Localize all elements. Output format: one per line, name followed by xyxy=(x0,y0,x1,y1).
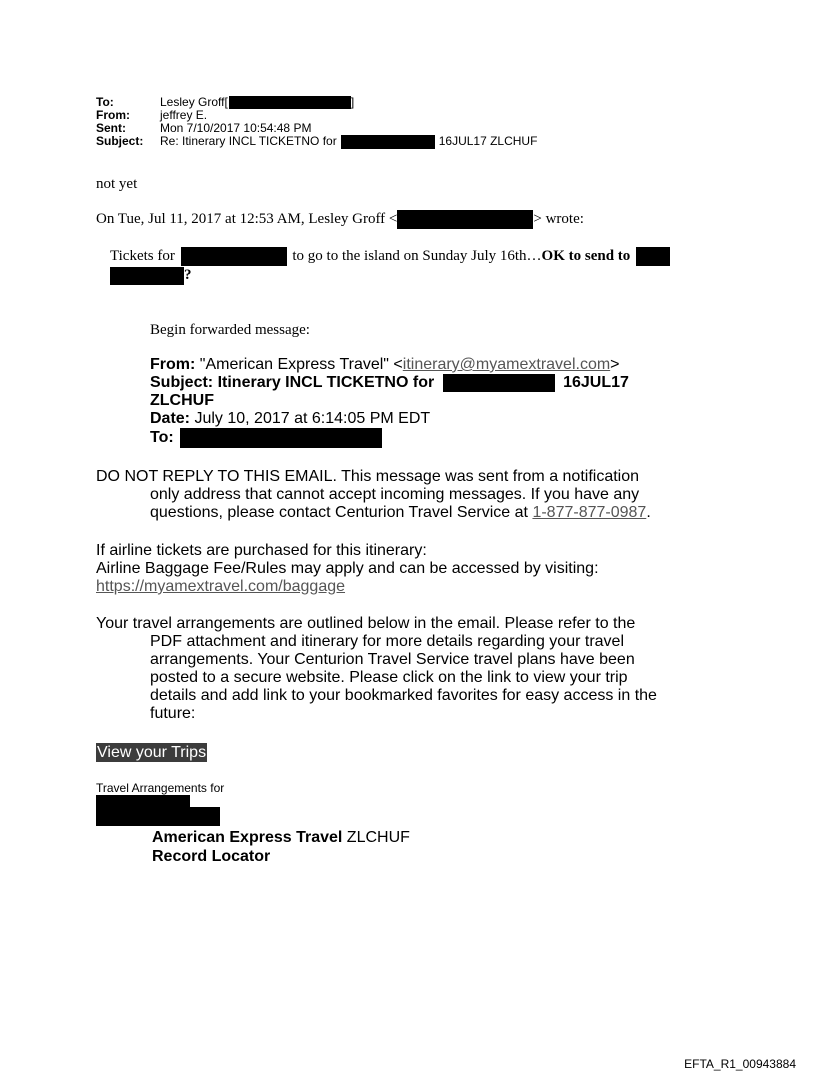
notice-line-2: only address that cannot accept incoming messages. If you have any xyxy=(150,486,640,503)
email-header xyxy=(96,96,537,148)
redaction-ticket-name xyxy=(181,247,287,266)
arrangements-line-3: arrangements. Your Centurion Travel Service travel plans have been xyxy=(150,651,635,668)
subject-suffix: 16JUL17 ZLCHUF xyxy=(438,134,538,148)
baggage-info xyxy=(96,542,676,596)
from-value: jeffrey E. xyxy=(160,108,208,122)
fwd-from-label: From: xyxy=(150,356,196,373)
fwd-date-value: July 10, 2017 at 6:14:05 PM EDT xyxy=(194,410,431,428)
arrangements-line-5: details and add link to your bookmarked favorites for easy access in the xyxy=(150,687,657,704)
arrangements-line-4: posted to a secure website. Please click on the link to view your trip xyxy=(150,669,628,686)
redaction-traveler-name-1 xyxy=(96,795,190,807)
record-locator-label: Record Locator xyxy=(152,848,271,865)
redaction-ok-name-cont xyxy=(110,267,184,285)
fwd-from-close: > xyxy=(610,356,620,373)
fwd-from-name: "American Express Travel" < xyxy=(199,356,403,373)
redaction-to-email xyxy=(229,96,351,109)
notice-line-3-suffix: . xyxy=(646,504,651,521)
redaction-traveler-name-2 xyxy=(96,807,220,826)
sent-value: Mon 7/10/2017 10:54:48 PM xyxy=(160,121,312,135)
notice-line-3-prefix: questions, please contact Centurion Travel Service at xyxy=(150,504,533,521)
reply-text: not yet xyxy=(96,176,138,192)
subject-label: Subject: xyxy=(96,134,144,148)
baggage-url-link[interactable]: https://myamextravel.com/baggage xyxy=(96,578,346,595)
arrangements-line-2: PDF attachment and itinerary for more details regarding your travel xyxy=(150,633,624,650)
attribution-suffix: > wrote: xyxy=(533,211,584,227)
sent-label: Sent: xyxy=(96,121,126,135)
fwd-subject-row xyxy=(150,374,629,392)
travel-arrangements-for-label: Travel Arrangements for xyxy=(96,781,225,795)
fwd-to-label: To: xyxy=(150,429,174,447)
from-label: From: xyxy=(96,108,130,122)
baggage-line-1: If airline tickets are purchased for this itinerary: xyxy=(96,542,427,559)
redaction-fwd-subject xyxy=(443,374,555,392)
arrangements-line-1: Your travel arrangements are outlined below in the email. Please refer to the xyxy=(96,615,636,632)
view-trips-link[interactable]: View your Trips xyxy=(97,744,207,761)
fwd-subject-suffix: 16JUL17 xyxy=(563,374,629,392)
subject-prefix: Re: Itinerary INCL TICKETNO for xyxy=(160,134,337,148)
fwd-subject-line2: ZLCHUF xyxy=(150,392,214,410)
arrangements-line-6: future: xyxy=(150,705,196,722)
fwd-from-email-link[interactable]: itinerary@myamextravel.com xyxy=(402,356,611,373)
attribution-prefix: On Tue, Jul 11, 2017 at 12:53 AM, Lesley Groff < xyxy=(96,211,398,227)
document-id: EFTA_R1_00943884 xyxy=(684,1057,796,1071)
to-close: ] xyxy=(350,95,355,109)
to-value: Lesley Groff[ xyxy=(160,95,228,109)
baggage-line-2: Airline Baggage Fee/Rules may apply and can be accessed by visiting: xyxy=(96,560,599,577)
forward-intro: Begin forwarded message: xyxy=(150,322,310,338)
header-subject-row xyxy=(96,135,537,148)
redaction-fwd-to xyxy=(180,428,382,448)
tickets-prefix: Tickets for xyxy=(110,248,175,264)
record-code: ZLCHUF xyxy=(346,829,410,846)
to-label: To: xyxy=(96,95,114,109)
notice-line-3 xyxy=(96,504,676,522)
redaction-ok-name xyxy=(636,247,670,266)
phone-link[interactable]: 1-877-877-0987 xyxy=(532,504,647,521)
redaction-attribution-email xyxy=(397,210,533,229)
record-company-row xyxy=(152,829,410,847)
tickets-middle: to go to the island on Sunday July 16th… xyxy=(292,248,542,264)
fwd-date-label: Date: xyxy=(150,410,191,428)
quoted-line-2 xyxy=(110,266,192,285)
notice-line-1: DO NOT REPLY TO THIS EMAIL. This message was sent from a notification xyxy=(96,468,640,485)
redaction-subject-name xyxy=(341,135,435,149)
fwd-from-row xyxy=(150,356,629,374)
fwd-subject-label: Subject: xyxy=(150,374,214,392)
forwarded-header xyxy=(150,356,629,448)
question-mark: ? xyxy=(184,267,192,283)
arrangements-info xyxy=(96,615,696,723)
no-reply-notice xyxy=(96,468,676,522)
ok-to-send-text: OK to send to xyxy=(541,248,631,264)
fwd-date-row xyxy=(150,410,629,428)
fwd-to-row xyxy=(150,428,629,448)
quoted-line-1 xyxy=(110,247,670,266)
record-company: American Express Travel xyxy=(152,829,343,846)
attribution-line xyxy=(96,210,584,229)
fwd-subject-prefix: Itinerary INCL TICKETNO for xyxy=(217,374,435,392)
